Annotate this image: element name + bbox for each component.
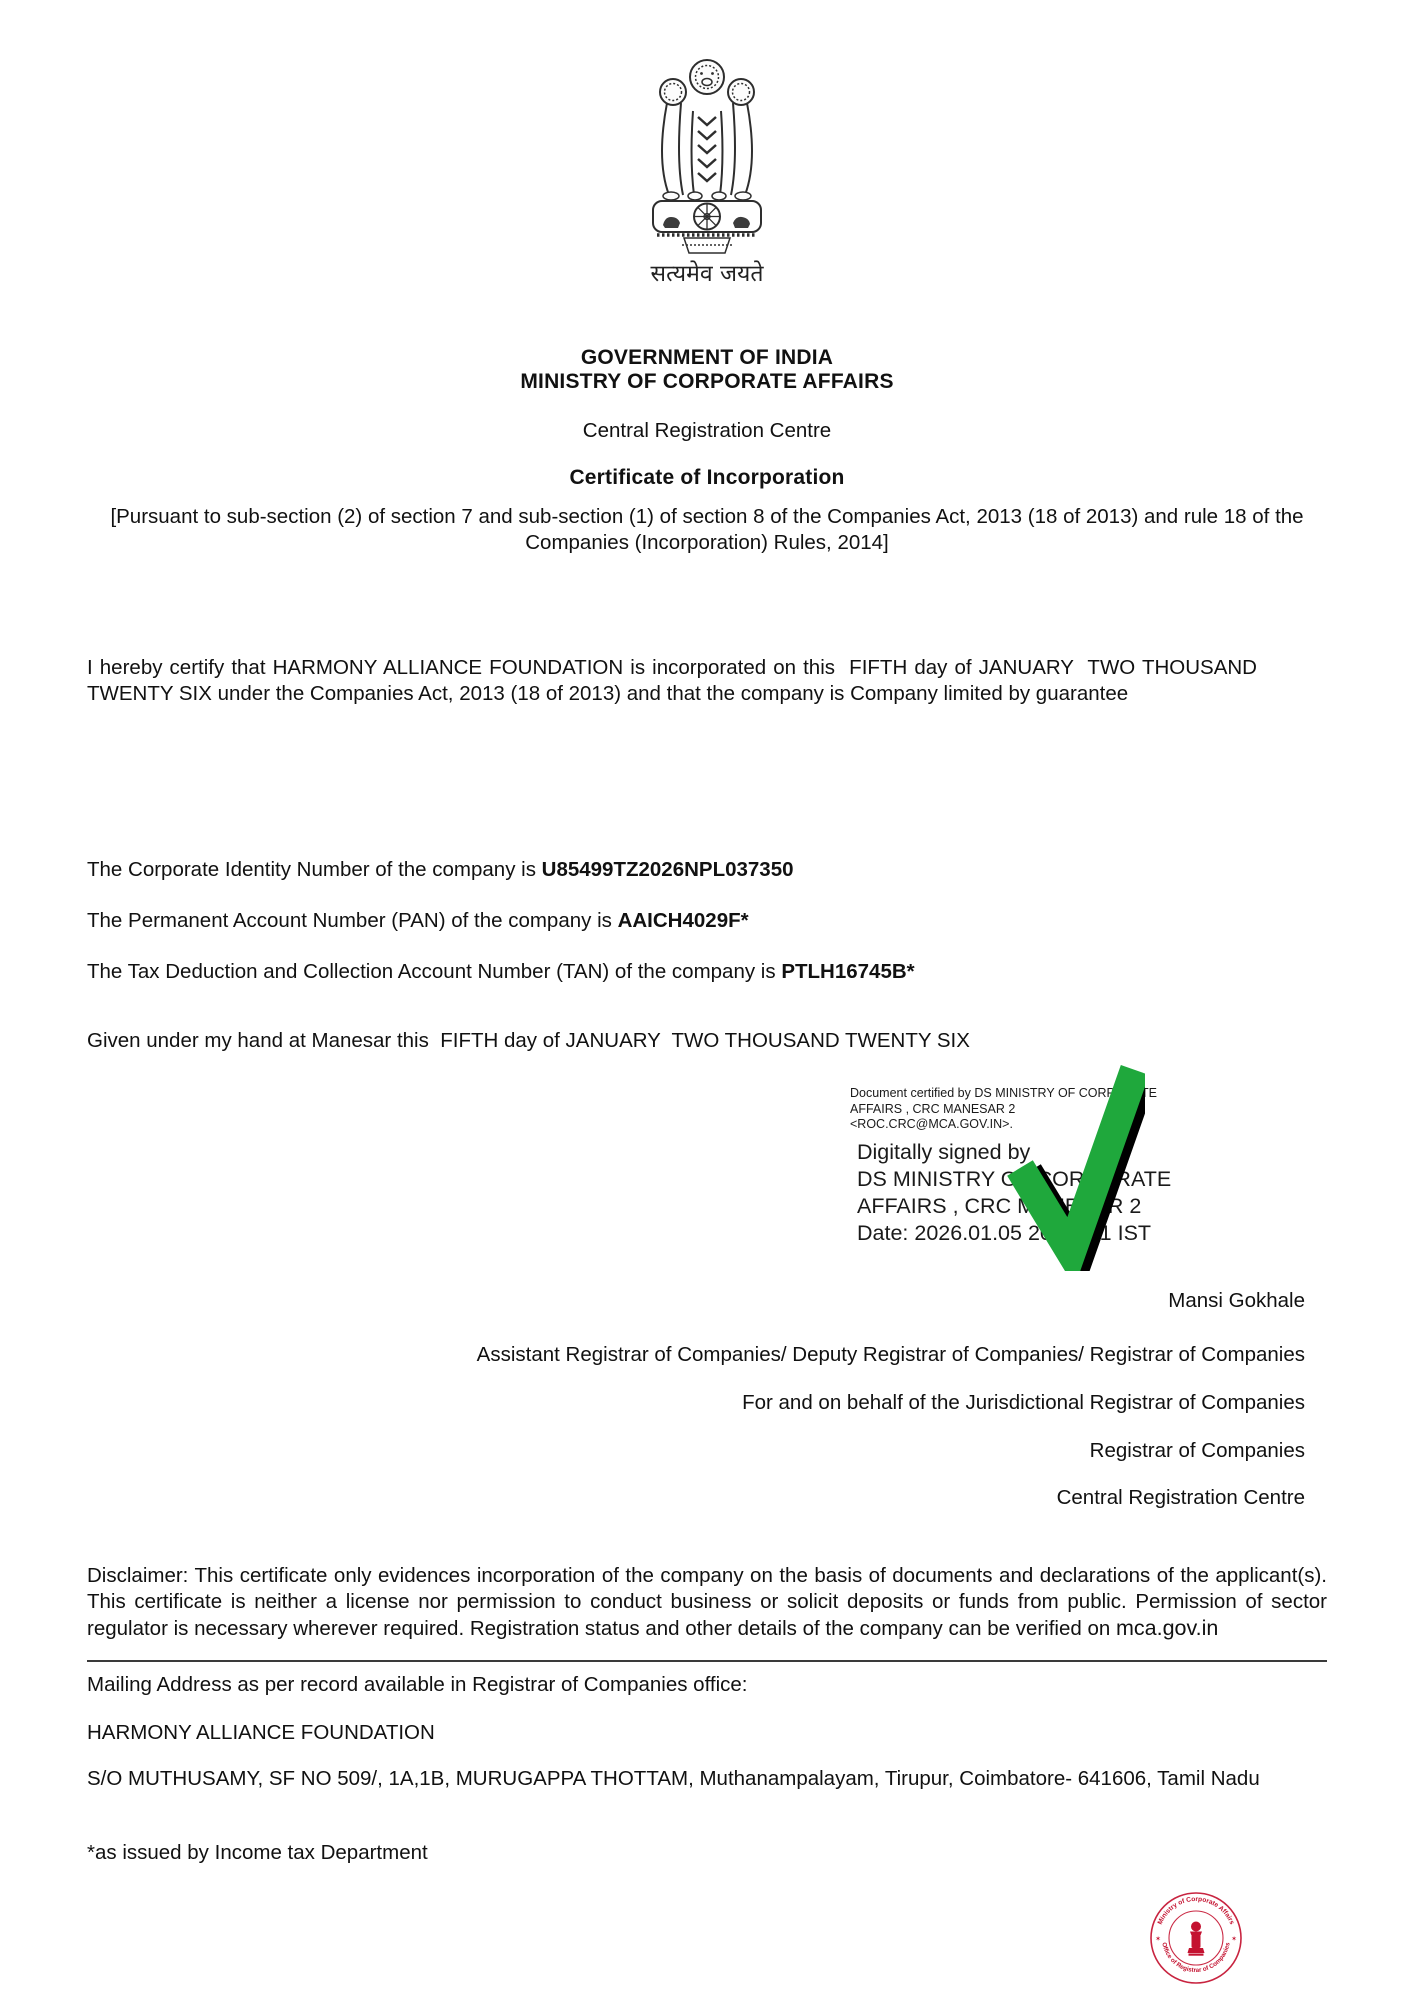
mca-site-text: mca.gov.in: [1115, 1616, 1219, 1640]
roc-seal-icon: [1148, 1890, 1244, 1986]
ministry-heading: MINISTRY OF CORPORATE AFFAIRS: [520, 370, 894, 393]
company-name: HARMONY ALLIANCE FOUNDATION: [87, 1721, 435, 1744]
central-registration-centre-line: Central Registration Centre: [582, 419, 832, 442]
certificate-title: Certificate of Incorporation: [569, 466, 845, 489]
tan-line: [87, 959, 1327, 985]
pan-line: [87, 908, 1327, 934]
disclaimer: [87, 1563, 1327, 1642]
government-of-india-heading: GOVERNMENT OF INDIA: [580, 346, 834, 369]
signature-line: AFFAIRS , CRC MANESAR 2: [857, 1194, 1142, 1218]
national-emblem-icon: [637, 45, 777, 257]
document-certified-note: Document certified by DS MINISTRY OF CORPORATE AFFAIRS , CRC MANESAR 2 <ROC.CRC@MCA.GOV.IN>.: [850, 1086, 1158, 1131]
emblem-motto: सत्यमेव जयते: [650, 261, 764, 287]
pan-label: The Permanent Account Number (PAN) of the company is: [87, 909, 618, 932]
signature-line: DS MINISTRY OF CORPORATE: [857, 1167, 1172, 1191]
tan-value: PTLH16745B*: [781, 960, 915, 983]
on-behalf-line: For and on behalf of the Jurisdictional Registrar of Companies: [742, 1391, 1305, 1414]
company-address: S/O MUTHUSAMY, SF NO 509/, 1A,1B, MURUGAPPA THOTTAM, Muthanampalayam, Tirupur, Coimbatore- 641606, Tamil Nadu: [87, 1767, 1260, 1790]
signature-line: Date: 2026.01.05 20:20:21 IST: [857, 1221, 1152, 1245]
cin-label: The Corporate Identity Number of the company is: [87, 858, 542, 881]
signature-valid-check-icon: [995, 1056, 1145, 1271]
mailing-address-heading: Mailing Address as per record available in Registrar of Companies office:: [87, 1673, 748, 1696]
pan-value: AAICH4029F*: [617, 909, 749, 932]
signer-designation: Assistant Registrar of Companies/ Deputy Registrar of Companies/ Registrar of Companies: [476, 1343, 1305, 1366]
seal-star-left-icon: ✶: [1155, 1936, 1161, 1943]
cin-line: [87, 857, 1327, 883]
disclaimer-text: Disclaimer: This certificate only evidences incorporation of the company on the basis of documents and declarations of the applicant(s). This certificate is neither a license nor permission to conduct business or solicit deposits or funds from public. Permission of sector regulator is necessary wherever required. Registration status and other details of the company can be verified on: [87, 1564, 1327, 1640]
tan-label: The Tax Deduction and Collection Account Number (TAN) of the company is: [87, 960, 782, 983]
seal-star-right-icon: ✶: [1231, 1936, 1237, 1943]
section-divider: [87, 1660, 1327, 1662]
seal-top-text: Ministry of Corporate Affairs: [1156, 1895, 1236, 1926]
central-registration-centre-sign-line: Central Registration Centre: [1056, 1486, 1305, 1509]
registrar-line: Registrar of Companies: [1089, 1439, 1305, 1462]
pan-footnote: *as issued by Income tax Department: [87, 1841, 428, 1864]
cin-value: U85499TZ2026NPL037350: [541, 858, 794, 881]
signer-name: Mansi Gokhale: [1168, 1289, 1305, 1312]
pursuant-clause: [Pursuant to sub-section (2) of section 7 and sub-section (1) of section 8 of the Companies Act, 2013 (18 of 2013) and rule 18 of the Companies (Incorporation) Rules, 2014]: [110, 505, 1304, 554]
certify-paragraph: I hereby certify that HARMONY ALLIANCE FOUNDATION is incorporated on this FIFTH day of JANUARY TWO THOUSAND TWENTY SIX under the Companies Act, 2013 (18 of 2013) and that the company is Company limited by guarantee: [87, 656, 1263, 705]
signature-line: Digitally signed by: [857, 1140, 1031, 1164]
given-under-hand-line: Given under my hand at Manesar this FIFTH day of JANUARY TWO THOUSAND TWENTY SIX: [87, 1029, 970, 1052]
seal-bottom-text: Office of Registrar of Companies: [1160, 1941, 1232, 1975]
